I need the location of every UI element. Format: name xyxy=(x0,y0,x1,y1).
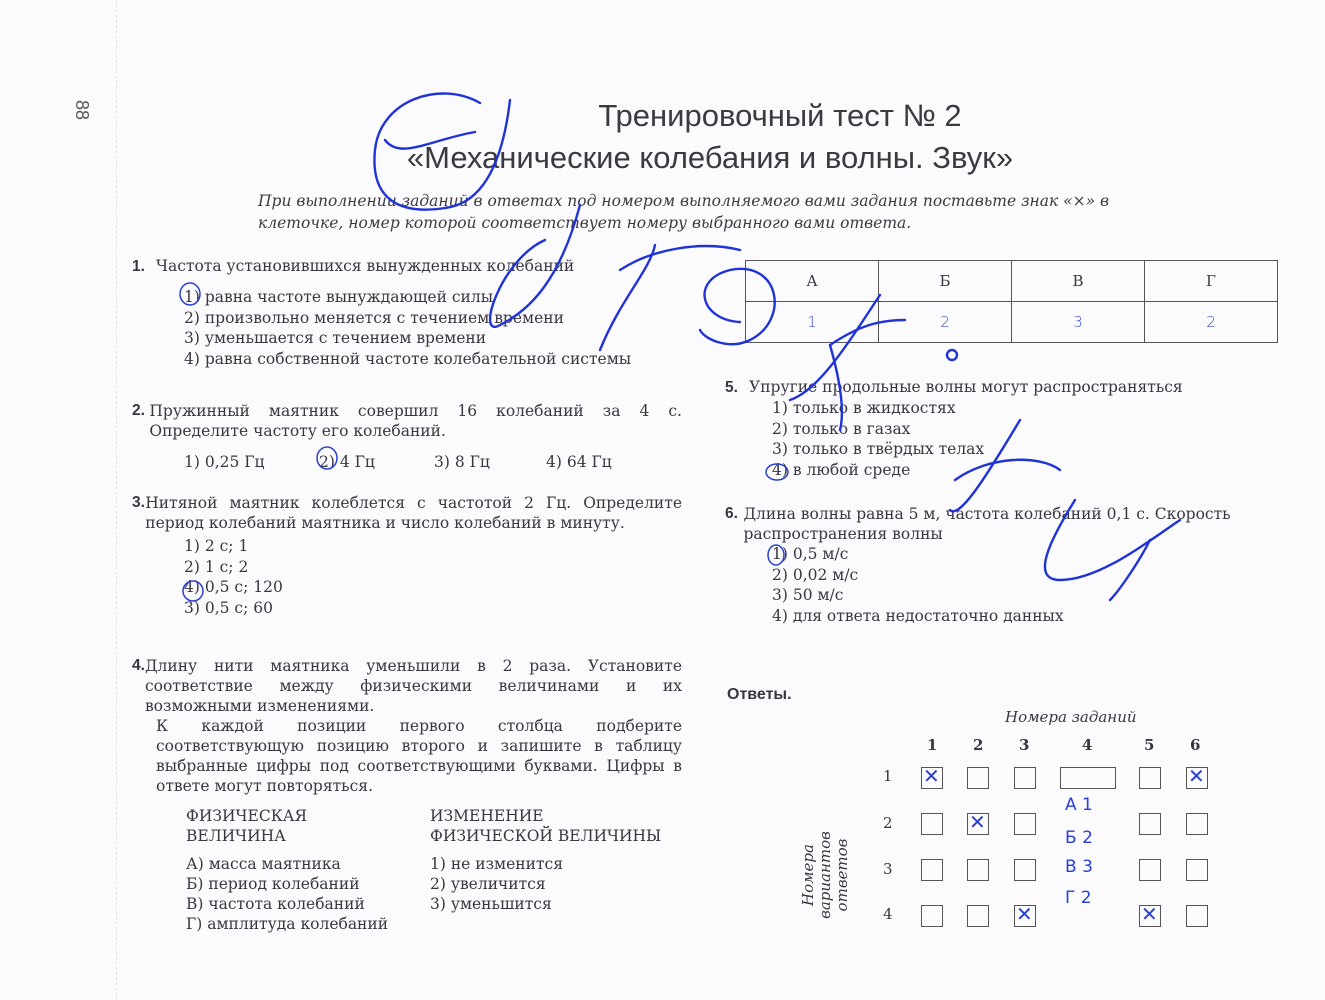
question-text: Пружинный маятник совершил 16 колебаний за 4 с. Определите частоту его колебаний. xyxy=(149,402,682,440)
option-4-circled: 4) в любой среде xyxy=(772,460,911,479)
option-2: 2) только в газах xyxy=(772,419,911,438)
checkbox-q2-opt3[interactable] xyxy=(967,859,989,881)
checkbox-q2-opt2-checked[interactable] xyxy=(967,813,989,835)
checkbox-q1-opt1-checked[interactable] xyxy=(921,767,943,789)
title-line-1: Тренировочный тест № 2 xyxy=(598,98,962,133)
answers-title: Ответы. xyxy=(727,686,792,703)
answer-b[interactable]: 2 xyxy=(879,302,1012,343)
checkbox-q6-opt4[interactable] xyxy=(1186,905,1208,927)
answer-a[interactable]: 1 xyxy=(746,302,879,343)
checkbox-q1-opt3[interactable] xyxy=(921,859,943,881)
item-v: В) частота колебаний xyxy=(186,895,365,913)
handwritten-answer-a: А 1 xyxy=(1065,795,1093,815)
question-6 xyxy=(725,504,1275,626)
header-g: Г xyxy=(1145,261,1278,302)
option-2-circled: 2) 4 Гц xyxy=(319,453,375,471)
option-4-circled: 4) 0,5 с; 120 xyxy=(184,578,283,596)
option-2: 2) 0,02 м/с xyxy=(772,565,859,584)
checkbox-q5-opt1[interactable] xyxy=(1139,767,1161,789)
question-text: Длина волны равна 5 м, частота колебаний 0,1 с. Скорость распространения волны xyxy=(743,505,1231,543)
checkbox-q3-opt1[interactable] xyxy=(1014,767,1036,789)
question-2 xyxy=(132,401,682,473)
row-number-1: 1 xyxy=(883,767,893,785)
title-line-2: «Механические колебания и волны. Звук» xyxy=(406,140,1014,175)
question-text: Частота установившихся вынужденных колебаний xyxy=(156,257,575,275)
column-number-4: 4 xyxy=(1082,736,1093,754)
row-number-2: 2 xyxy=(883,814,893,832)
answer-v[interactable]: 3 xyxy=(1012,302,1145,343)
option-2: 2) произвольно меняется с течением времени xyxy=(184,308,564,327)
matching-column-2 xyxy=(430,806,690,914)
question-number: 1. xyxy=(132,258,145,275)
question-4 xyxy=(132,656,682,796)
option-1-circled: 1) 0,5 м/с xyxy=(772,545,849,563)
change-2: 2) увеличится xyxy=(430,875,546,893)
matching-column-1 xyxy=(186,806,426,934)
column-1-header-line2: ВЕЛИЧИНА xyxy=(186,827,286,845)
change-3: 3) уменьшится xyxy=(430,895,552,913)
option-3: 3) 8 Гц xyxy=(434,453,490,471)
option-3: 3) только в твёрдых телах xyxy=(772,440,985,458)
checkbox-q6-opt2[interactable] xyxy=(1186,813,1208,835)
option-2: 2) 1 с; 2 xyxy=(184,557,249,576)
page-number: 88 xyxy=(72,100,92,121)
handwritten-answer-v: В 3 xyxy=(1065,857,1093,877)
checkbox-q5-opt3[interactable] xyxy=(1139,859,1161,881)
option-3: 3) 50 м/с xyxy=(772,586,844,604)
checkbox-q3-opt4-checked[interactable] xyxy=(1014,905,1036,927)
checkbox-q2-opt1[interactable] xyxy=(967,767,989,789)
answer-g[interactable]: 2 xyxy=(1145,302,1278,343)
page-margin-fold xyxy=(116,0,118,1000)
checkbox-q1-opt4[interactable] xyxy=(921,905,943,927)
option-4: 4) 64 Гц xyxy=(546,453,612,471)
option-3: 3) 0,5 с; 60 xyxy=(184,598,273,617)
option-3: 3) уменьшается с течением времени xyxy=(184,329,487,347)
question-number: 4. xyxy=(132,657,145,674)
page-title xyxy=(360,95,1060,179)
header-a: А xyxy=(746,261,879,302)
option-1: 1) 2 с; 1 xyxy=(184,537,249,555)
checkbox-q5-opt4-checked[interactable] xyxy=(1139,905,1161,927)
q4-answer-box[interactable] xyxy=(1060,767,1116,789)
change-1: 1) не изменится xyxy=(430,855,563,873)
option-1: 1) только в жидкостях xyxy=(772,399,956,417)
question-text: Нитяной маятник колеблется с частотой 2 Гц. Определите период колебаний маятника и число колебаний в минуту. xyxy=(145,494,682,532)
column-1-header-line1: ФИЗИЧЕСКАЯ xyxy=(186,807,307,825)
column-number-1: 1 xyxy=(927,736,938,754)
instructions: При выполнении заданий в ответах под номером выполняемого вами задания поставьте знак «×» в клеточке, номер которой соответствует номеру выбранного вами ответа. xyxy=(258,192,1110,232)
column-number-6: 6 xyxy=(1190,736,1201,754)
column-number-5: 5 xyxy=(1144,736,1155,754)
option-1: 1) 0,25 Гц xyxy=(184,453,265,471)
row-number-3: 3 xyxy=(883,860,893,878)
question-text-2: К каждой позиции первого столбца подберите соответствующую позицию второго и запишите в таблицу выбранные цифры под соответствующими буквами. Цифры в ответе могут повторяться. xyxy=(156,717,682,795)
column-number-3: 3 xyxy=(1019,736,1030,754)
question-number: 5. xyxy=(725,379,738,396)
option-1-circled: 1) равна частоте вынуждающей силы xyxy=(184,288,494,306)
checkbox-q5-opt2[interactable] xyxy=(1139,813,1161,835)
question-1 xyxy=(132,256,692,369)
q4-answer-table xyxy=(745,260,1278,343)
question-text: Упругие продольные волны могут распространяться xyxy=(749,378,1183,396)
column-2-header-line1: ИЗМЕНЕНИЕ xyxy=(430,807,544,825)
question-number: 3. xyxy=(132,494,145,511)
columns-label: Номера заданий xyxy=(1005,708,1137,726)
column-2-header-line2: ФИЗИЧЕСКОЙ ВЕЛИЧИНЫ xyxy=(430,827,662,845)
checkbox-q6-opt1-checked[interactable] xyxy=(1186,767,1208,789)
item-a: А) масса маятника xyxy=(186,855,341,873)
checkbox-q3-opt2[interactable] xyxy=(1014,813,1036,835)
question-text: Длину нити маятника уменьшили в 2 раза. Установите соответствие между физическими величинами и их возможными изменениями. xyxy=(144,657,682,715)
checkbox-q2-opt4[interactable] xyxy=(967,905,989,927)
option-4: 4) равна собственной частоте колебательной системы xyxy=(184,349,632,368)
item-g: Г) амплитуда колебаний xyxy=(186,915,389,933)
question-5 xyxy=(725,377,1285,480)
header-b: Б xyxy=(879,261,1012,302)
handwritten-answer-g: Г 2 xyxy=(1065,888,1092,908)
option-4: 4) для ответа недостаточно данных xyxy=(772,606,1064,625)
checkbox-q3-opt3[interactable] xyxy=(1014,859,1036,881)
checkbox-q1-opt2[interactable] xyxy=(921,813,943,835)
header-v: В xyxy=(1012,261,1145,302)
item-b: Б) период колебаний xyxy=(186,875,360,893)
question-3 xyxy=(132,493,682,618)
checkbox-q6-opt3[interactable] xyxy=(1186,859,1208,881)
question-number: 2. xyxy=(132,402,145,419)
row-number-4: 4 xyxy=(883,905,893,923)
column-number-2: 2 xyxy=(973,736,984,754)
rows-label: Номера вариантов ответов xyxy=(799,831,851,919)
question-number: 6. xyxy=(725,505,738,522)
handwritten-answer-b: Б 2 xyxy=(1065,828,1093,848)
